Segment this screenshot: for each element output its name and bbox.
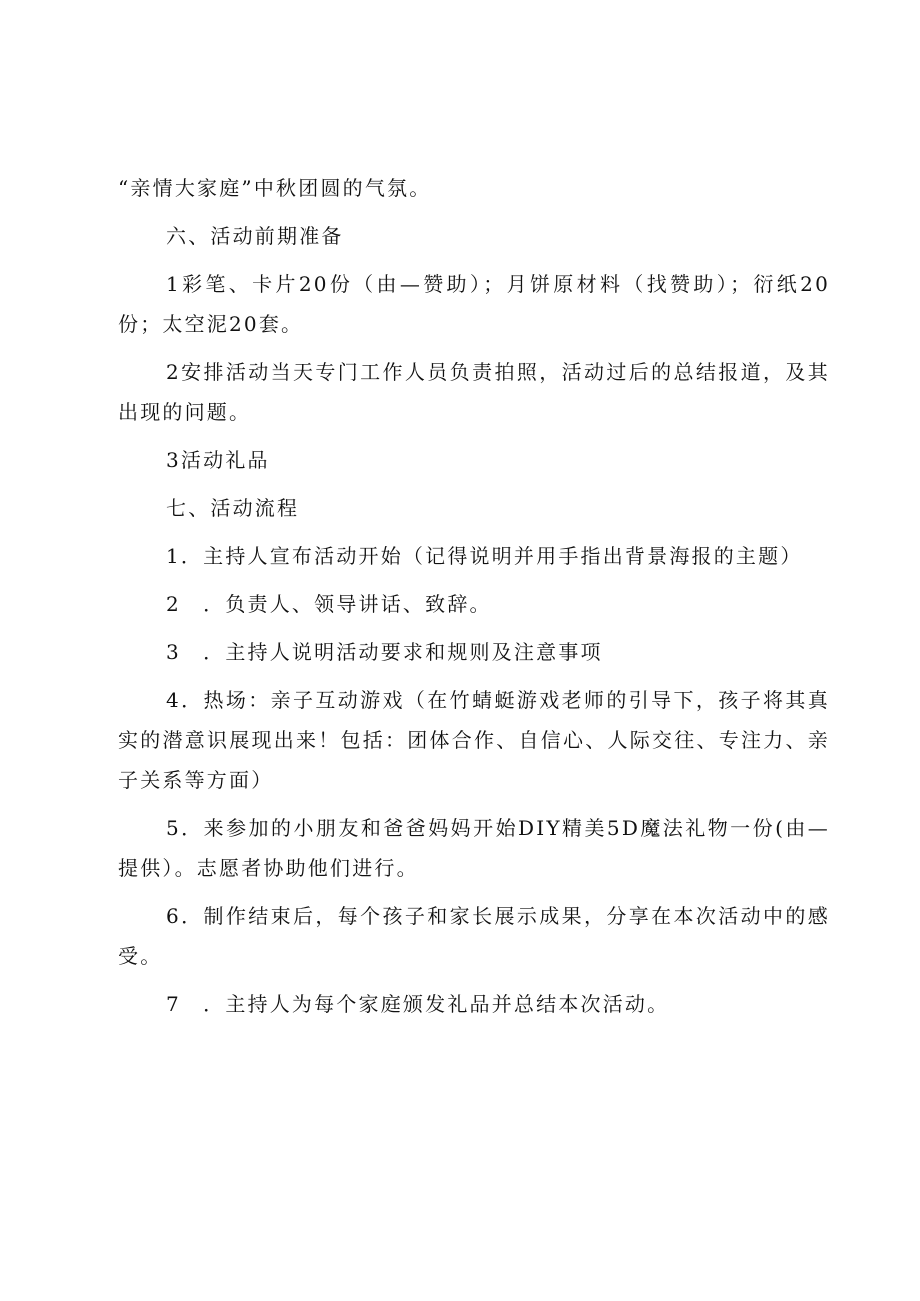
section-heading-process: 七、活动流程	[166, 496, 300, 520]
paragraph-closing-line: “亲情大家庭”中秋团圆的气氛。	[118, 176, 432, 200]
prep-item-2: 2安排活动当天专门工作人员负责拍照，活动过后的总结报道，及其出现的问题。	[118, 360, 830, 424]
document-body	[118, 168, 830, 1024]
process-step-7: 7 ．主持人为每个家庭颁发礼品并总结本次活动。	[166, 992, 670, 1016]
process-step-2: 2 ．负责人、领导讲话、致辞。	[166, 592, 492, 616]
process-step-6: 6．制作结束后，每个孩子和家长展示成果，分享在本次活动中的感受。	[118, 904, 830, 968]
prep-item-3: 3活动礼品	[166, 448, 270, 472]
process-step-5: 5．来参加的小朋友和爸爸妈妈开始DIY精美5D魔法礼物一份(由—提供）。志愿者协助他们进行。	[118, 816, 830, 880]
process-step-3: 3 ．主持人说明活动要求和规则及注意事项	[166, 640, 603, 664]
process-step-4: 4．热场：亲子互动游戏（在竹蜻蜓游戏老师的引导下，孩子将其真实的潜意识展现出来！包括：团体合作、自信心、人际交往、专注力、亲子关系等方面）	[118, 688, 830, 792]
prep-item-1: 1彩笔、卡片20份（由—赞助）；月饼原材料（找赞助）；衍纸20份；太空泥20套。	[118, 272, 830, 336]
section-heading-preparation: 六、活动前期准备	[166, 224, 344, 248]
process-step-1: 1．主持人宣布活动开始（记得说明并用手指出背景海报的主题）	[166, 544, 803, 568]
